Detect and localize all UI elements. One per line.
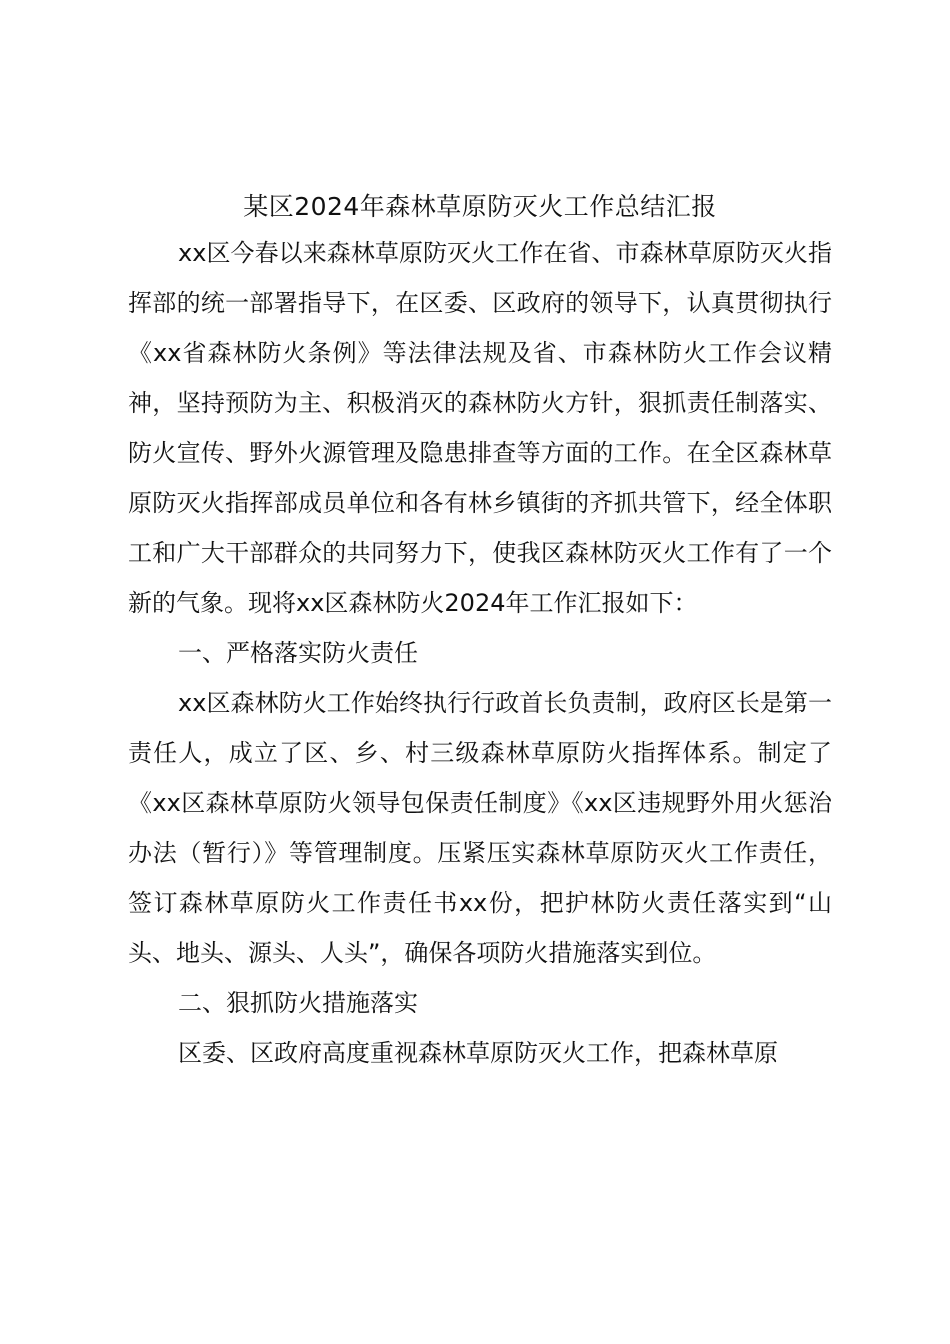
document-title: 某区2024年森林草原防灭火工作总结汇报 — [243, 192, 717, 221]
section-paragraph-2: 区委、区政府高度重视森林草原防灭火工作，把森林草原 — [178, 1039, 778, 1067]
section-heading-2: 二、狠抓防火措施落实 — [178, 989, 418, 1017]
document-body — [128, 186, 832, 1078]
intro-paragraph: xx区今春以来森林草原防灭火工作在省、市森林草原防灭火指挥部的统一部署指导下，在区委、区政府的领导下，认真贯彻执行《xx省森林防火条例》等法律法规及省、市森林防火工作会议精神，坚持预防为主、积极消灭的森林防火方针，狠抓责任制落实、防火宣传、野外火源管理及隐患排查等方面的工作。在全区森林草原防灭火指挥部成员单位和各有林乡镇街的齐抓共管下，经全体职工和广大干部群众的共同努力下，使我区森林防灭火工作有了一个新的气象。现将xx区森林防火2024年工作汇报如下： — [128, 239, 832, 617]
section-heading-1: 一、严格落实防火责任 — [178, 639, 418, 667]
section-paragraph-1: xx区森林防火工作始终执行行政首长负责制，政府区长是第一责任人，成立了区、乡、村三级森林草原防火指挥体系。制定了《xx区森林草原防火领导包保责任制度》《xx区违规野外用火惩治办法（暂行）》等管理制度。压紧压实森林草原防灭火工作责任，签订森林草原防火工作责任书xx份，把护林防火责任落实到“山头、地头、源头、人头”，确保各项防火措施落实到位。 — [128, 689, 832, 967]
